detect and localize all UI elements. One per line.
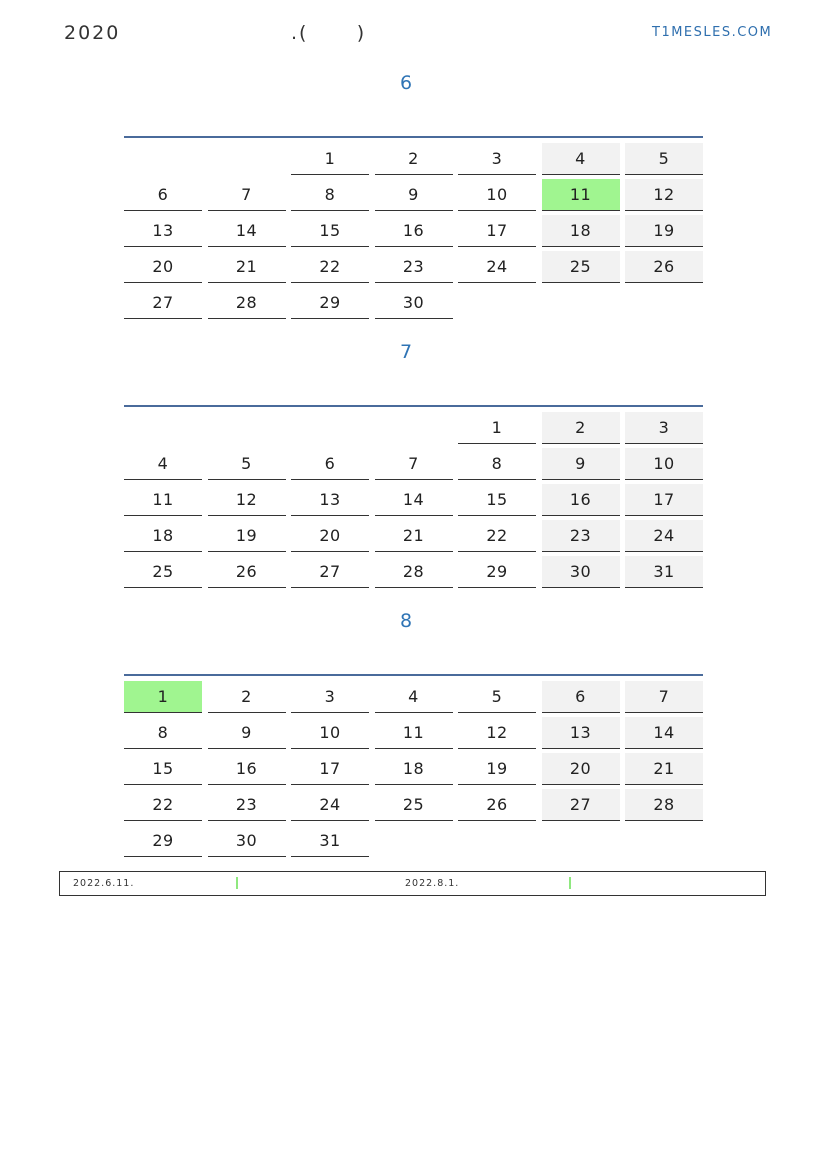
day-cell[interactable]: 20 [124, 251, 202, 283]
year-title: 2020 [64, 22, 121, 44]
day-cell[interactable]: 29 [291, 287, 369, 319]
day-cell[interactable]: 3 [625, 412, 703, 444]
day-cell[interactable]: 12 [625, 179, 703, 211]
calendar-grid [124, 412, 703, 588]
empty-cell [375, 412, 453, 444]
day-cell[interactable]: 1 [458, 412, 536, 444]
day-cell[interactable]: 16 [542, 484, 620, 516]
day-cell[interactable]: 11 [124, 484, 202, 516]
day-cell[interactable]: 9 [542, 448, 620, 480]
day-cell[interactable]: 7 [375, 448, 453, 480]
day-cell[interactable]: 14 [208, 215, 286, 247]
day-cell[interactable]: 31 [625, 556, 703, 588]
legend-left-text: 2022.6.11. [73, 878, 135, 889]
day-cell[interactable]: 6 [124, 179, 202, 211]
day-cell[interactable]: 13 [291, 484, 369, 516]
calendar-july [124, 405, 703, 588]
day-cell[interactable]: 20 [542, 753, 620, 785]
day-cell[interactable]: 26 [458, 789, 536, 821]
day-cell[interactable]: 17 [625, 484, 703, 516]
day-cell[interactable]: 9 [208, 717, 286, 749]
day-cell[interactable]: 25 [542, 251, 620, 283]
day-cell[interactable]: 16 [208, 753, 286, 785]
day-cell[interactable]: 22 [458, 520, 536, 552]
day-cell[interactable]: 2 [542, 412, 620, 444]
day-cell[interactable]: 16 [375, 215, 453, 247]
day-cell[interactable]: 11 [375, 717, 453, 749]
day-cell[interactable]: 10 [458, 179, 536, 211]
day-cell[interactable]: 26 [625, 251, 703, 283]
day-cell[interactable]: 14 [375, 484, 453, 516]
day-cell[interactable]: 29 [458, 556, 536, 588]
day-cell[interactable]: 17 [458, 215, 536, 247]
calendar-grid [124, 681, 703, 857]
day-cell[interactable]: 26 [208, 556, 286, 588]
calendar-rule [124, 136, 703, 138]
day-cell[interactable]: 18 [375, 753, 453, 785]
day-cell[interactable]: 3 [291, 681, 369, 713]
day-cell[interactable]: 3 [458, 143, 536, 175]
day-cell[interactable]: 30 [375, 287, 453, 319]
month-title-august: 8 [399, 610, 413, 632]
day-cell[interactable]: 30 [208, 825, 286, 857]
day-cell[interactable]: 8 [458, 448, 536, 480]
empty-cell [208, 412, 286, 444]
calendar-august [124, 674, 703, 857]
day-cell[interactable]: 23 [542, 520, 620, 552]
calendar-june [124, 136, 703, 319]
day-cell[interactable]: 19 [625, 215, 703, 247]
day-cell[interactable]: 8 [124, 717, 202, 749]
legend-box [59, 871, 766, 896]
header-placeholder: .( ) [291, 22, 367, 44]
day-cell[interactable]: 25 [124, 556, 202, 588]
day-cell[interactable]: 17 [291, 753, 369, 785]
day-cell[interactable]: 27 [124, 287, 202, 319]
calendar-rule [124, 674, 703, 676]
day-cell[interactable]: 5 [625, 143, 703, 175]
day-cell[interactable]: 4 [124, 448, 202, 480]
day-cell[interactable]: 18 [124, 520, 202, 552]
day-cell[interactable]: 24 [291, 789, 369, 821]
month-title-july: 7 [399, 341, 413, 363]
day-cell[interactable]: 12 [458, 717, 536, 749]
day-cell[interactable]: 12 [208, 484, 286, 516]
day-cell[interactable]: 1 [291, 143, 369, 175]
day-cell[interactable]: 28 [625, 789, 703, 821]
day-cell[interactable]: 15 [124, 753, 202, 785]
day-cell[interactable]: 22 [124, 789, 202, 821]
day-cell[interactable]: 10 [625, 448, 703, 480]
day-cell[interactable]: 30 [542, 556, 620, 588]
day-cell[interactable]: 19 [458, 753, 536, 785]
legend-right-text: 2022.8.1. [405, 878, 460, 889]
day-cell[interactable]: 13 [124, 215, 202, 247]
day-cell[interactable]: 28 [208, 287, 286, 319]
day-cell[interactable]: 20 [291, 520, 369, 552]
calendar-grid [124, 143, 703, 319]
day-cell[interactable]: 15 [291, 215, 369, 247]
day-cell[interactable]: 7 [208, 179, 286, 211]
day-cell[interactable]: 29 [124, 825, 202, 857]
day-cell[interactable]: 23 [208, 789, 286, 821]
day-cell[interactable]: 6 [542, 681, 620, 713]
legend-right-marker [569, 877, 571, 889]
day-cell[interactable]: 24 [458, 251, 536, 283]
day-cell[interactable]: 25 [375, 789, 453, 821]
day-cell[interactable]: 4 [542, 143, 620, 175]
empty-cell [124, 143, 202, 175]
day-cell[interactable]: 8 [291, 179, 369, 211]
day-cell[interactable]: 19 [208, 520, 286, 552]
day-cell[interactable]: 2 [208, 681, 286, 713]
day-cell[interactable]: 24 [625, 520, 703, 552]
day-cell[interactable]: 28 [375, 556, 453, 588]
day-cell[interactable]: 4 [375, 681, 453, 713]
empty-cell [291, 412, 369, 444]
day-cell[interactable]: 23 [375, 251, 453, 283]
day-cell[interactable]: 13 [542, 717, 620, 749]
legend-left-marker [236, 877, 238, 889]
day-cell[interactable]: 15 [458, 484, 536, 516]
day-cell[interactable]: 18 [542, 215, 620, 247]
day-cell[interactable]: 7 [625, 681, 703, 713]
day-cell[interactable]: 31 [291, 825, 369, 857]
day-cell[interactable]: 14 [625, 717, 703, 749]
day-cell[interactable]: 21 [625, 753, 703, 785]
day-cell[interactable]: 11 [542, 179, 620, 211]
day-cell[interactable]: 10 [291, 717, 369, 749]
empty-cell [124, 412, 202, 444]
day-cell[interactable]: 2 [375, 143, 453, 175]
day-cell[interactable]: 5 [208, 448, 286, 480]
day-cell[interactable]: 5 [458, 681, 536, 713]
day-cell[interactable]: 27 [291, 556, 369, 588]
empty-cell [208, 143, 286, 175]
day-cell[interactable]: 21 [208, 251, 286, 283]
day-cell[interactable]: 27 [542, 789, 620, 821]
month-title-june: 6 [399, 72, 413, 94]
day-cell[interactable]: 22 [291, 251, 369, 283]
day-cell[interactable]: 9 [375, 179, 453, 211]
day-cell[interactable]: 21 [375, 520, 453, 552]
calendar-rule [124, 405, 703, 407]
site-link[interactable]: T1MESLES.COM [652, 25, 773, 40]
day-cell[interactable]: 6 [291, 448, 369, 480]
day-cell[interactable]: 1 [124, 681, 202, 713]
